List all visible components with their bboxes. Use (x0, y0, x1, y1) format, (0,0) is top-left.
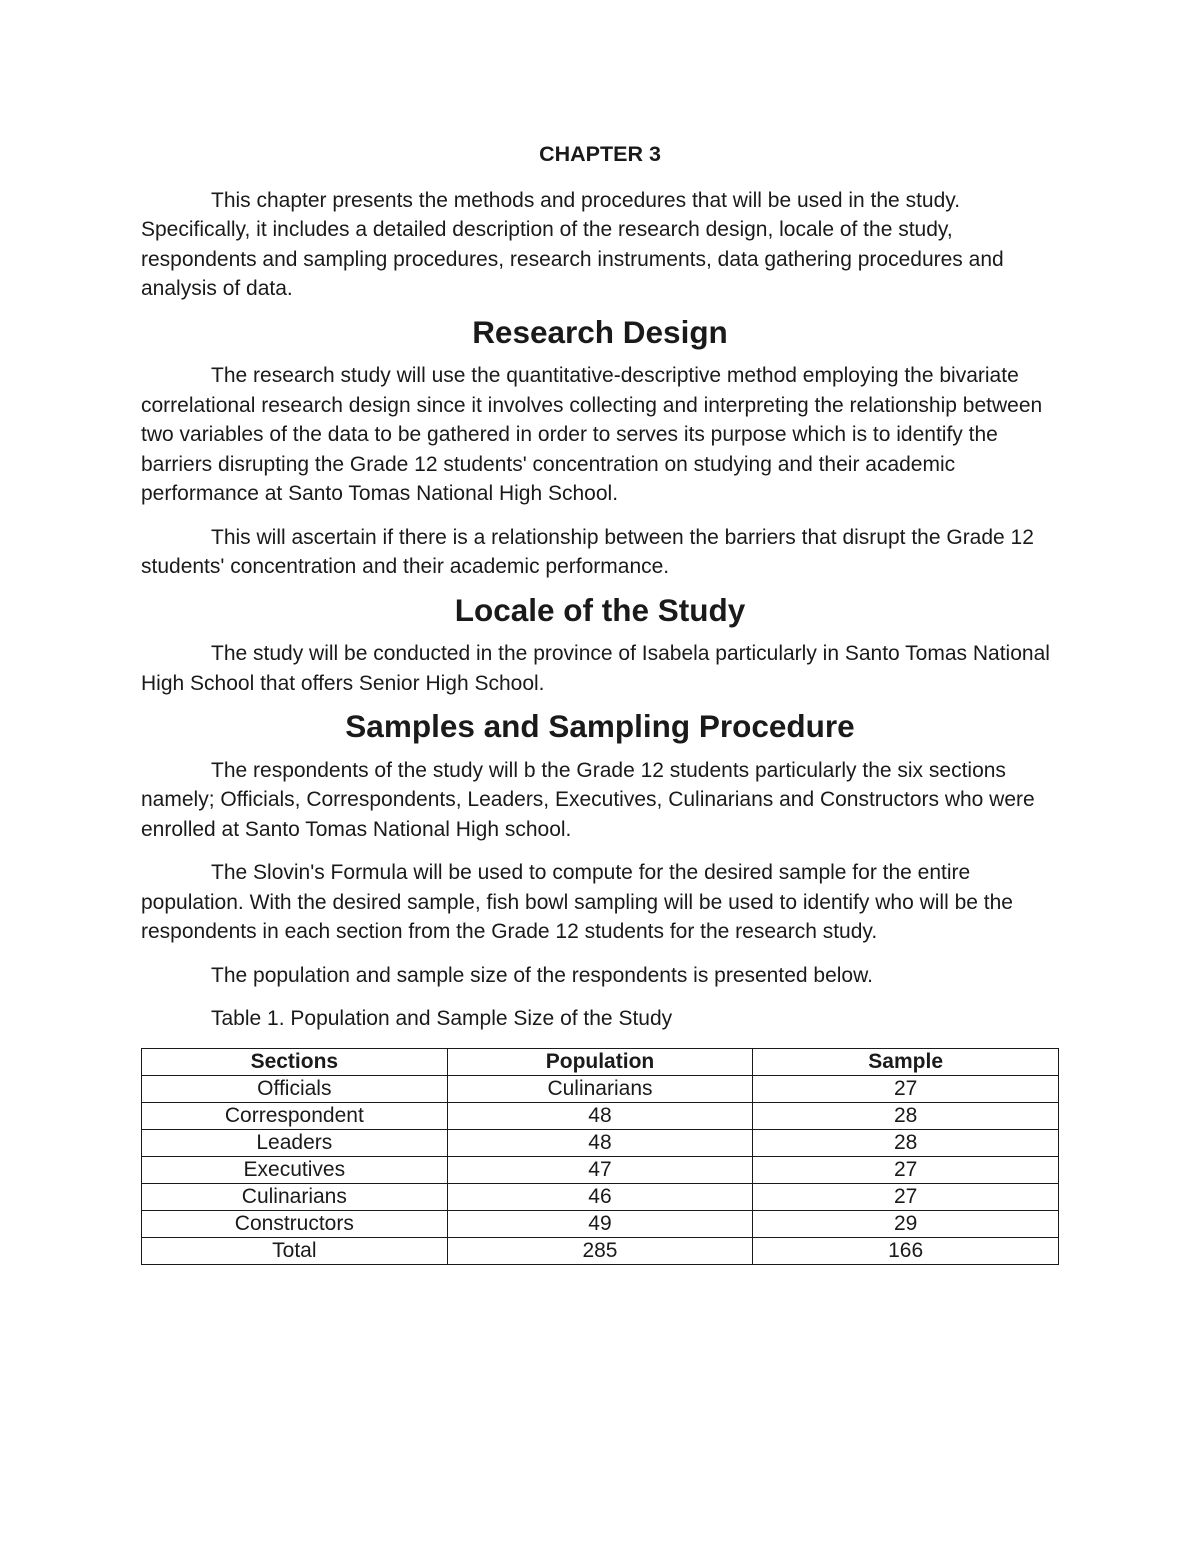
table-caption: Table 1. Population and Sample Size of the Study (211, 1007, 673, 1030)
cell-sample: 28 (753, 1102, 1059, 1129)
sampling-paragraph-2: The Slovin's Formula will be used to compute for the desired sample for the entire population. With the desired sample, fish bowl sampling will be used to identify who will be the respondents in each section from the Grade 12 students for the research study. (141, 861, 1013, 943)
cell-population: 46 (447, 1183, 753, 1210)
cell-population: 48 (447, 1102, 753, 1129)
research-design-paragraph-1: The research study will use the quantitative-descriptive method employing the bivariate correlational research design since it involves collecting and interpreting the relationship between two variables of the data to be gathered in order to serves its purpose which is to identify the barriers disrupting the Grade 12 students' concentration on studying and their academic performance at Santo Tomas National High School. (141, 364, 1043, 505)
document-page (141, 140, 1059, 1265)
header-sample: Sample (753, 1048, 1059, 1075)
table-row (142, 1156, 1059, 1183)
cell-population: 47 (447, 1156, 753, 1183)
population-sample-table (141, 1048, 1059, 1265)
cell-population: 285 (447, 1237, 753, 1264)
chapter-title: CHAPTER 3 (539, 142, 661, 166)
cell-sample: 28 (753, 1129, 1059, 1156)
cell-section: Constructors (142, 1210, 448, 1237)
table-row (142, 1102, 1059, 1129)
cell-sample: 27 (753, 1183, 1059, 1210)
cell-section: Executives (142, 1156, 448, 1183)
cell-sample: 27 (753, 1075, 1059, 1102)
table-total-row (142, 1237, 1059, 1264)
cell-population: 48 (447, 1129, 753, 1156)
sampling-paragraph-1: The respondents of the study will b the Grade 12 students particularly the six sections namely; Officials, Correspondents, Leaders, Executives, Culinarians and Constructors who were enrolled at Santo Tomas National High school. (141, 758, 1035, 841)
cell-section: Culinarians (142, 1183, 448, 1210)
cell-sample: 29 (753, 1210, 1059, 1237)
intro-paragraph: This chapter presents the methods and procedures that will be used in the study. Specifically, it includes a detailed description of the research design, locale of the study, respondents and sampling procedures, research instruments, data gathering procedures and analysis of data. (141, 188, 1004, 300)
table-header-row (142, 1048, 1059, 1075)
cell-sample: 166 (753, 1237, 1059, 1264)
table-row (142, 1210, 1059, 1237)
section-heading-locale: Locale of the Study (454, 591, 746, 628)
cell-sample: 27 (753, 1156, 1059, 1183)
table-row (142, 1183, 1059, 1210)
header-sections: Sections (142, 1048, 448, 1075)
table-row (142, 1075, 1059, 1102)
sampling-paragraph-3: The population and sample size of the respondents is presented below. (211, 963, 873, 987)
locale-paragraph-1: The study will be conducted in the province of Isabela particularly in Santo Tomas National High School that offers Senior High School. (141, 642, 1050, 695)
cell-section: Correspondent (142, 1102, 448, 1129)
research-design-paragraph-2: This will ascertain if there is a relationship between the barriers that disrupt the Grade 12 students' concentration and their academic performance. (141, 525, 1034, 578)
section-heading-sampling: Samples and Sampling Procedure (345, 708, 855, 744)
header-population: Population (447, 1048, 753, 1075)
section-heading-research-design: Research Design (472, 313, 728, 350)
cell-section: Officials (142, 1075, 448, 1102)
cell-population: 49 (447, 1210, 753, 1237)
cell-section: Total (142, 1237, 448, 1264)
cell-population: Culinarians (447, 1075, 753, 1102)
cell-section: Leaders (142, 1129, 448, 1156)
table-row (142, 1129, 1059, 1156)
